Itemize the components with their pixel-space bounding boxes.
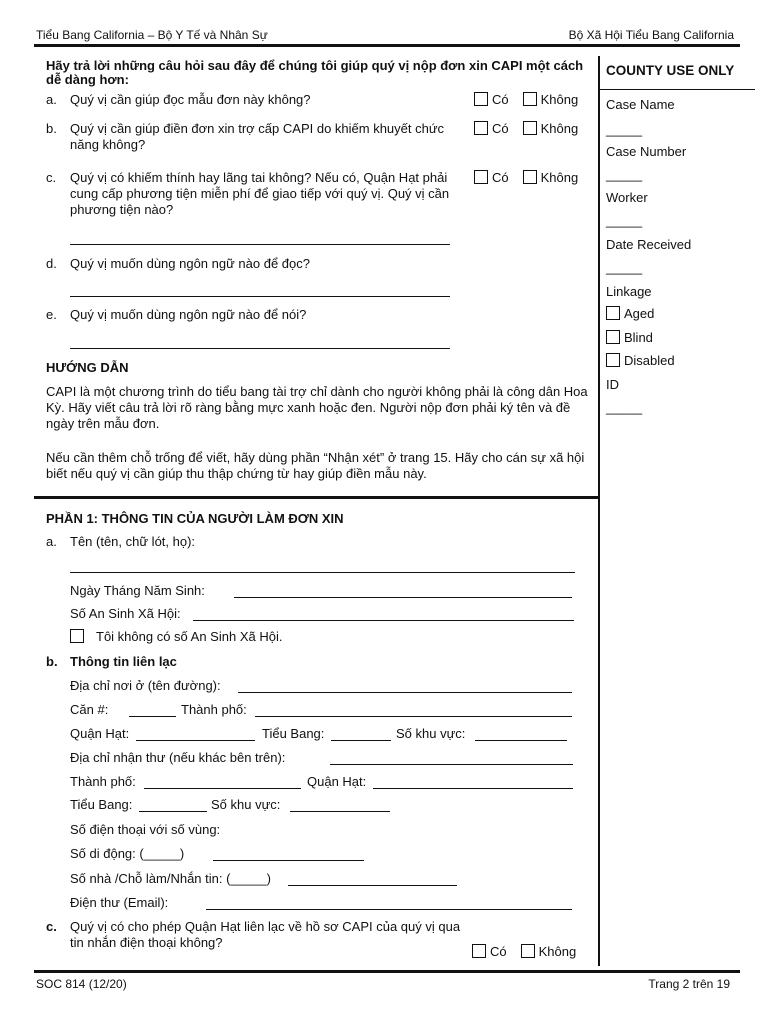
county-use-title: COUNTY USE ONLY	[606, 63, 735, 78]
yes-label: Có	[492, 92, 509, 107]
city-line[interactable]	[255, 716, 572, 717]
question-e-text: Quý vị muốn dùng ngôn ngữ nào để nói?	[70, 307, 307, 322]
id-blank[interactable]: _____	[606, 400, 643, 415]
question-a-text: Quý vị cần giúp đọc mẫu đơn này không?	[70, 92, 311, 107]
dob-line[interactable]	[234, 597, 572, 598]
ssn-label: Số An Sinh Xã Hội:	[70, 606, 181, 621]
intro-title: Hãy trả lời những câu hỏi sau đây để chúng tôi giúp quý vị nộp đơn xin CAPI một cách dễ dàng hơn:	[46, 58, 584, 87]
state-label: Tiểu Bang:	[262, 726, 325, 741]
yes-label: Có	[492, 170, 509, 185]
county-divider-top	[598, 56, 600, 496]
no-label: Không	[540, 170, 579, 185]
case-number-blank[interactable]: _____	[606, 167, 643, 182]
worker-blank[interactable]: _____	[606, 213, 643, 228]
header-right: Bộ Xã Hội Tiểu Bang California	[568, 28, 734, 42]
no-label: Không	[540, 121, 579, 136]
no-label: Không	[540, 92, 579, 107]
date-received-label: Date Received	[606, 237, 692, 252]
county-label: Quận Hạt:	[70, 726, 130, 741]
question-b-no-checkbox[interactable]	[523, 121, 537, 135]
footer-form-number: SOC 814 (12/20)	[36, 977, 127, 991]
dob-label: Ngày Tháng Năm Sinh:	[70, 583, 205, 598]
aged-label: Aged	[624, 306, 655, 321]
question-a-no-checkbox[interactable]	[523, 92, 537, 106]
question-a-yes-checkbox[interactable]	[474, 92, 488, 106]
guide-paragraph-1: CAPI là một chương trình do tiểu bang tài trợ chỉ dành cho người không phải là công dân Hoa Kỳ. Hãy viết câu trả lời rõ ràng bằng mực xanh hoặc đen. Người nộp đơn phải ký tên và đề ngày trên mẫu đơn.	[46, 384, 588, 431]
phone-area-label: Số điện thoại với số vùng:	[70, 822, 221, 837]
aged-checkbox[interactable]	[606, 306, 620, 320]
no-label: Không	[538, 944, 577, 959]
blind-label: Blind	[624, 330, 653, 345]
mailing-county-label: Quận Hạt:	[307, 774, 367, 789]
question-c-letter: c.	[46, 170, 57, 185]
question-b-letter: b.	[46, 121, 57, 136]
ssn-line[interactable]	[193, 620, 574, 621]
apt-line[interactable]	[129, 716, 176, 717]
footer-page-number: Trang 2 trên 19	[648, 977, 730, 991]
question-e-letter: e.	[46, 307, 57, 322]
email-label: Điện thư (Email):	[70, 895, 169, 910]
mailing-city-line[interactable]	[144, 788, 301, 789]
header-left: Tiểu Bang California – Bộ Y Tế và Nhân Sự	[36, 28, 268, 42]
mailing-address-line[interactable]	[330, 764, 573, 765]
case-name-blank[interactable]: _____	[606, 122, 643, 137]
county-line[interactable]	[136, 740, 255, 741]
cell-phone-line[interactable]	[213, 860, 364, 861]
question-e-answer-line[interactable]	[70, 348, 450, 349]
county-title-rule	[600, 89, 755, 90]
question-c-no-checkbox[interactable]	[523, 170, 537, 184]
state-line[interactable]	[331, 740, 391, 741]
home-phone-line[interactable]	[288, 885, 457, 886]
part1-b-letter: b.	[46, 654, 58, 669]
blind-option	[606, 330, 653, 345]
part1-a-text: Tên (tên, chữ lót, họ):	[70, 534, 196, 549]
question-c-yes-checkbox[interactable]	[474, 170, 488, 184]
header-rule	[34, 44, 740, 47]
case-number-label: Case Number	[606, 144, 687, 159]
question-b-options	[474, 121, 578, 136]
zip-label: Số khu vực:	[396, 726, 466, 741]
part1-title: PHẦN 1: THÔNG TIN CỦA NGƯỜI LÀM ĐƠN XIN	[46, 511, 344, 526]
apt-label: Căn #:	[70, 702, 109, 717]
mailing-state-label: Tiểu Bang:	[70, 797, 133, 812]
sms-consent-no-checkbox[interactable]	[521, 944, 535, 958]
question-d-letter: d.	[46, 256, 57, 271]
mailing-zip-label: Số khu vực:	[211, 797, 281, 812]
sms-consent-options	[472, 944, 576, 959]
mailing-state-line[interactable]	[139, 811, 207, 812]
aged-option	[606, 306, 654, 321]
cell-phone-label: Số di động: (_____)	[70, 846, 185, 861]
id-label: ID	[606, 377, 619, 392]
blind-checkbox[interactable]	[606, 330, 620, 344]
zip-line[interactable]	[475, 740, 567, 741]
section-rule	[34, 496, 600, 499]
disabled-label: Disabled	[624, 353, 675, 368]
no-ssn-checkbox[interactable]	[70, 629, 84, 643]
address-line[interactable]	[238, 692, 572, 693]
part1-c-letter: c.	[46, 919, 57, 934]
guide-title: HƯỚNG DẪN	[46, 360, 129, 375]
mailing-county-line[interactable]	[373, 788, 573, 789]
mailing-zip-line[interactable]	[290, 811, 390, 812]
email-line[interactable]	[206, 909, 572, 910]
question-b-yes-checkbox[interactable]	[474, 121, 488, 135]
home-phone-label: Số nhà /Chỗ làm/Nhắn tin: (_____)	[70, 871, 271, 886]
yes-label: Có	[492, 121, 509, 136]
question-d-text: Quý vị muốn dùng ngôn ngữ nào để đọc?	[70, 256, 310, 271]
worker-label: Worker	[606, 190, 648, 205]
question-b-text: Quý vị cần giúp điền đơn xin trợ cấp CAPI do khiếm khuyết chức năng không?	[70, 121, 445, 152]
city-label: Thành phố:	[181, 702, 247, 717]
case-name-label: Case Name	[606, 97, 675, 112]
name-line[interactable]	[70, 572, 575, 573]
guide-paragraph-2: Nếu cần thêm chỗ trống để viết, hãy dùng phần “Nhận xét” ở trang 15. Hãy cho cán sự xã hội biết nếu quý vị cần giúp thu thập chứng từ hay giúp điền mẫu này.	[46, 450, 585, 481]
mailing-city-label: Thành phố:	[70, 774, 136, 789]
question-c-answer-line[interactable]	[70, 244, 450, 245]
sms-consent-yes-checkbox[interactable]	[472, 944, 486, 958]
question-a-options	[474, 92, 578, 107]
question-d-answer-line[interactable]	[70, 296, 450, 297]
county-divider-bottom	[598, 496, 600, 966]
no-ssn-option	[70, 629, 282, 645]
part1-a-letter: a.	[46, 534, 57, 549]
date-received-blank[interactable]: _____	[606, 260, 643, 275]
mailing-address-label: Địa chỉ nhận thư (nếu khác bên trên):	[70, 750, 286, 765]
no-ssn-label: Tôi không có số An Sinh Xã Hội.	[96, 629, 283, 644]
question-a-letter: a.	[46, 92, 57, 107]
disabled-checkbox[interactable]	[606, 353, 620, 367]
sms-consent-question: Quý vị có cho phép Quận Hạt liên lạc về hồ sơ CAPI của quý vị qua tin nhắn điện thoại không?	[70, 919, 461, 950]
footer-rule	[34, 970, 740, 973]
contact-info-title: Thông tin liên lạc	[70, 654, 177, 669]
question-c-text: Quý vị có khiếm thính hay lãng tai không? Nếu có, Quận Hạt phải cung cấp phương tiện miễn phí để giao tiếp với quý vị. Quý vị cần phương tiện nào?	[70, 170, 450, 217]
disabled-option	[606, 353, 675, 368]
question-c-options	[474, 170, 578, 185]
linkage-label: Linkage	[606, 284, 652, 299]
yes-label: Có	[490, 944, 507, 959]
address-label: Địa chỉ nơi ở (tên đường):	[70, 678, 221, 693]
